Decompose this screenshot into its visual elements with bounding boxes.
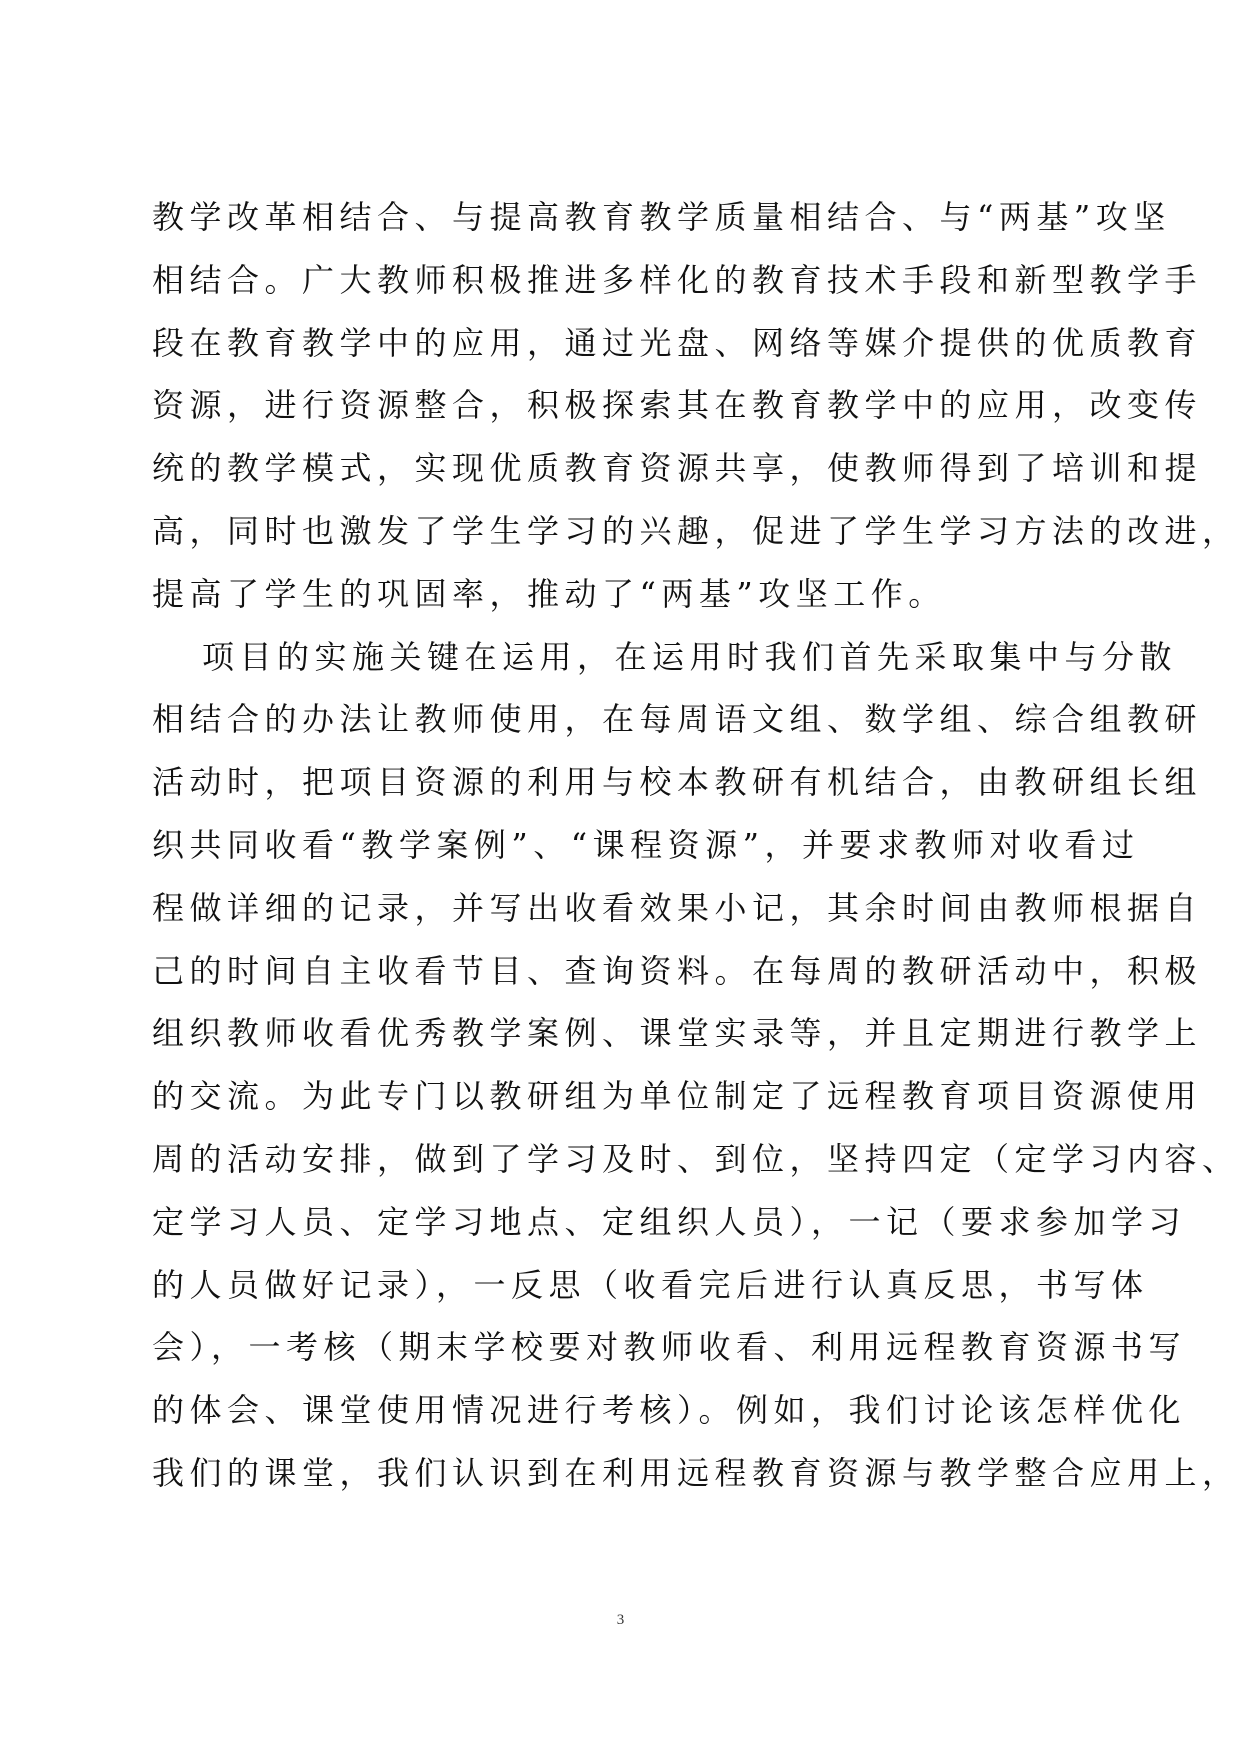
text-line: 定学习人员、定学习地点、定组织人员），一记（要求参加学习 bbox=[152, 1202, 1187, 1241]
text-line: 提高了学生的巩固率，推动了“两基”攻坚工作。 bbox=[152, 574, 946, 613]
text-line: 教学改革相结合、与提高教育教学质量相结合、与“两基”攻坚 bbox=[152, 198, 1171, 236]
text-line: 资源，进行资源整合，积极探索其在教育教学中的应用，改变传 bbox=[152, 386, 1203, 425]
text-line: 统的教学模式，实现优质教育资源共享，使教师得到了培训和提 bbox=[152, 449, 1203, 488]
text-line: 高，同时也激发了学生学习的兴趣，促进了学生学习方法的改进， bbox=[152, 511, 1240, 550]
text-line: 相结合。广大教师积极推进多样化的教育技术手段和新型教学手 bbox=[152, 260, 1203, 299]
page-number: 3 bbox=[616, 1612, 625, 1628]
text-line: 活动时，把项目资源的利用与校本教研有机结合，由教研组长组 bbox=[152, 763, 1203, 802]
text-line: 组织教师收看优秀教学案例、课堂实录等，并且定期进行教学上 bbox=[152, 1014, 1203, 1053]
text-line: 段在教育教学中的应用，通过光盘、网络等媒介提供的优质教育 bbox=[152, 323, 1203, 362]
text-line: 己的时间自主收看节目、查询资料。在每周的教研活动中，积极 bbox=[152, 951, 1203, 990]
text-line: 织共同收看“教学案例”、“课程资源”，并要求教师对收看过 bbox=[152, 825, 1140, 864]
text-line: 的人员做好记录），一反思（收看完后进行认真反思，书写体 bbox=[152, 1265, 1149, 1304]
body-text bbox=[152, 186, 1240, 1505]
paragraph-start-line: 项目的实施关键在运用，在运用时我们首先采取集中与分散 bbox=[202, 637, 1178, 676]
text-line: 周的活动安排，做到了学习及时、到位，坚持四定（定学习内容、 bbox=[152, 1139, 1240, 1178]
text-line: 程做详细的记录，并写出收看效果小记，其余时间由教师根据自 bbox=[152, 888, 1203, 927]
text-line: 我们的课堂，我们认识到在利用远程教育资源与教学整合应用上， bbox=[152, 1453, 1240, 1492]
text-line: 相结合的办法让教师使用，在每周语文组、数学组、综合组教研 bbox=[152, 700, 1203, 739]
text-line: 会），一考核（期末学校要对教师收看、利用远程教育资源书写 bbox=[152, 1328, 1187, 1367]
text-line: 的交流。为此专门以教研组为单位制定了远程教育项目资源使用 bbox=[152, 1077, 1203, 1116]
text-line: 的体会、课堂使用情况进行考核）。例如，我们讨论该怎样优化 bbox=[152, 1391, 1187, 1430]
